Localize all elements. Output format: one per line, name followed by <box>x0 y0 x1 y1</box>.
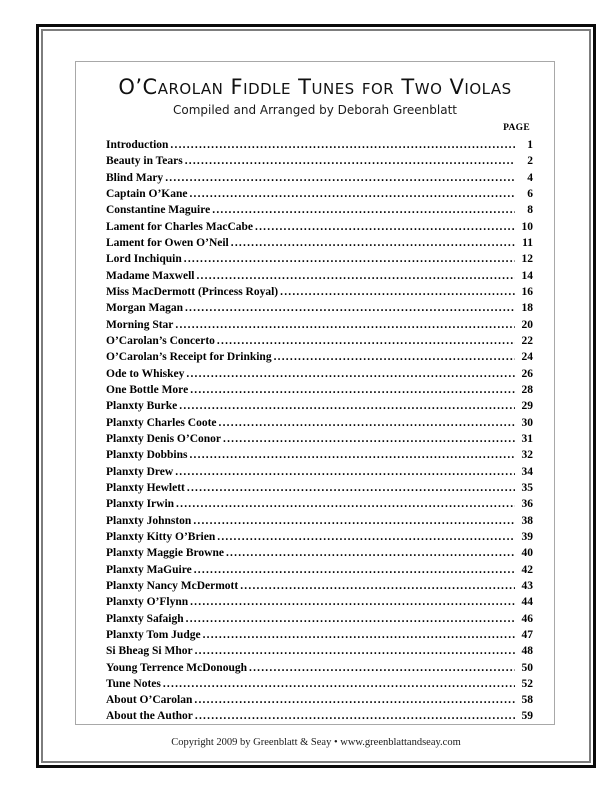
dotted-leader <box>165 170 515 186</box>
toc-entry-page-number: 1 <box>527 139 533 151</box>
toc-entry-title: Lord Inchiquin <box>106 253 182 266</box>
toc-entry-page-number: 46 <box>521 612 533 625</box>
toc-entry-page-number: 26 <box>521 367 533 380</box>
toc-entry-page-number: 58 <box>521 694 533 707</box>
toc-entry <box>106 317 533 333</box>
toc-entry-title: Planxty Johnston <box>106 514 192 527</box>
toc-entry <box>106 333 533 349</box>
dotted-leader <box>193 513 515 529</box>
toc-entry-title: Planxty Maggie Browne <box>106 547 224 560</box>
dotted-leader <box>231 235 515 251</box>
toc-entry <box>106 660 533 676</box>
toc-entry-title: Planxty Charles Coote <box>106 416 217 429</box>
toc-entry-page-number: 29 <box>521 400 533 413</box>
toc-entry-title: Planxty Drew <box>106 465 174 478</box>
toc-entry-title: Planxty MaGuire <box>106 563 192 576</box>
toc-entry-page-number: 2 <box>527 155 533 168</box>
toc-entry-page-number: 32 <box>521 449 533 462</box>
toc-entry <box>106 300 533 316</box>
toc-entry-title: Ode to Whiskey <box>106 367 185 380</box>
toc-entry-page-number: 20 <box>521 318 533 331</box>
dotted-leader <box>195 643 515 659</box>
toc-entry-page-number: 16 <box>521 285 533 298</box>
toc-entry-page-number: 8 <box>527 204 533 217</box>
toc-entry-page-number: 59 <box>521 710 533 723</box>
toc-entry <box>106 284 533 300</box>
toc-entry-page-number: 22 <box>521 334 533 347</box>
toc-entry <box>106 268 533 284</box>
toc-entry <box>106 431 533 447</box>
dotted-leader <box>179 398 515 414</box>
toc-entry <box>106 219 533 235</box>
toc-entry-title: Tune Notes <box>106 677 161 690</box>
toc-entry-page-number: 6 <box>527 187 533 200</box>
toc-entry <box>106 676 533 692</box>
toc-entry-title: Planxty Hewlett <box>106 481 185 494</box>
toc-entry <box>106 578 533 594</box>
toc-entry <box>106 594 533 610</box>
dotted-leader <box>274 349 515 365</box>
toc-entry-title: Si Bheag Si Mhor <box>106 645 193 658</box>
copyright-footer: Copyright 2009 by Greenblatt & Seay • www.greenblattandseay.com <box>171 737 461 748</box>
toc-entry-page-number: 18 <box>521 302 533 315</box>
toc-entry-page-number: 38 <box>521 514 533 527</box>
page-subtitle: Compiled and Arranged by Deborah Greenblatt <box>172 103 458 117</box>
toc-entry-title: O’Carolan’s Concerto <box>106 334 215 347</box>
toc-entry <box>106 496 533 512</box>
dotted-leader <box>175 317 515 333</box>
toc-entry-page-number: 40 <box>521 547 533 560</box>
dotted-leader <box>186 611 515 627</box>
toc-entry <box>106 545 533 561</box>
toc-entry-page-number: 10 <box>521 220 533 233</box>
dotted-leader <box>184 251 515 267</box>
toc-entry-title: Planxty Safaigh <box>106 612 184 625</box>
dotted-leader <box>189 186 515 202</box>
toc-entry <box>106 137 533 153</box>
toc-entry <box>106 562 533 578</box>
dotted-leader <box>185 300 515 316</box>
toc-entry-page-number: 36 <box>521 498 533 511</box>
toc-entry-title: Young Terrence McDonough <box>106 661 247 674</box>
dotted-leader <box>187 480 515 496</box>
dotted-leader <box>185 153 515 169</box>
toc-entry-title: Lament for Charles MacCabe <box>106 220 254 233</box>
toc-entry-title: About O’Carolan <box>106 694 193 707</box>
toc-entry <box>106 251 533 267</box>
toc-entry <box>106 349 533 365</box>
dotted-leader <box>189 447 515 463</box>
toc-entry <box>106 708 533 724</box>
toc-entry-title: About the Author <box>106 710 193 723</box>
dotted-leader <box>219 415 515 431</box>
toc-entry <box>106 398 533 414</box>
toc-entry-title: Morgan Magan <box>106 302 183 315</box>
toc-entry-title: Beauty in Tears <box>106 155 183 168</box>
dotted-leader <box>249 660 515 676</box>
dotted-leader <box>240 578 515 594</box>
toc-entry-title: Planxty O’Flynn <box>106 596 189 609</box>
dotted-leader <box>190 382 515 398</box>
toc-entry-page-number: 34 <box>521 465 533 478</box>
toc-entry <box>106 643 533 659</box>
toc-list <box>106 137 533 725</box>
dotted-leader <box>280 284 515 300</box>
toc-entry-title: Planxty Dobbins <box>106 449 188 462</box>
toc-entry <box>106 366 533 382</box>
toc-entry-page-number: 31 <box>521 432 533 445</box>
toc-entry-page-number: 12 <box>521 253 533 266</box>
toc-entry <box>106 186 533 202</box>
toc-entry-page-number: 43 <box>521 579 533 592</box>
toc-entry-page-number: 39 <box>521 530 533 543</box>
toc-entry-page-number: 42 <box>521 563 533 576</box>
toc-entry <box>106 529 533 545</box>
toc-entry-title: Planxty Irwin <box>106 498 175 511</box>
dotted-leader <box>212 202 515 218</box>
toc-entry <box>106 170 533 186</box>
dotted-leader <box>255 219 515 235</box>
decorative-frame <box>36 24 596 768</box>
toc-entry-title: Planxty Kitty O’Brien <box>106 530 216 543</box>
toc-entry <box>106 627 533 643</box>
toc-entry <box>106 447 533 463</box>
dotted-leader <box>163 676 515 692</box>
toc-entry-title: Captain O’Kane <box>106 187 188 200</box>
page-column-header: PAGE <box>503 123 530 133</box>
dotted-leader <box>223 431 515 447</box>
dotted-leader <box>176 496 515 512</box>
toc-entry <box>106 382 533 398</box>
toc-entry-title: One Bottle More <box>106 383 189 396</box>
toc-entry-title: Planxty Tom Judge <box>106 628 201 641</box>
dotted-leader <box>175 464 515 480</box>
toc-entry-page-number: 11 <box>522 236 533 249</box>
toc-entry <box>106 202 533 218</box>
toc-entry <box>106 513 533 529</box>
toc-entry-page-number: 14 <box>521 269 533 282</box>
dotted-leader <box>226 545 515 561</box>
toc-entry-title: O’Carolan’s Receipt for Drinking <box>106 351 272 364</box>
toc-entry-title: Planxty Nancy McDermott <box>106 579 239 592</box>
toc-entry-page-number: 48 <box>521 645 533 658</box>
toc-entry-page-number: 4 <box>527 171 533 184</box>
toc-entry <box>106 153 533 169</box>
toc-entry-page-number: 35 <box>521 481 533 494</box>
dotted-leader <box>217 333 515 349</box>
toc-entry-title: Blind Mary <box>106 171 164 184</box>
dotted-leader <box>190 594 515 610</box>
dotted-leader <box>170 137 515 153</box>
toc-entry <box>106 464 533 480</box>
toc-entry-title: Constantine Maguire <box>106 204 211 217</box>
toc-entry-page-number: 24 <box>521 351 533 364</box>
toc-entry-title: Introduction <box>106 139 169 151</box>
toc-entry-page-number: 44 <box>521 596 533 609</box>
dotted-leader <box>186 366 515 382</box>
toc-entry-title: Miss MacDermott (Princess Royal) <box>106 285 279 298</box>
toc-entry-title: Morning Star <box>106 318 174 331</box>
toc-entry-page-number: 30 <box>521 416 533 429</box>
toc-entry <box>106 480 533 496</box>
page-title: O’Carolan Fiddle Tunes for Two Violas <box>118 75 512 99</box>
toc-entry-title: Planxty Denis O’Conor <box>106 432 221 445</box>
toc-entry <box>106 692 533 708</box>
toc-entry-page-number: 52 <box>521 677 533 690</box>
toc-entry-title: Madame Maxwell <box>106 269 195 282</box>
dotted-leader <box>194 562 515 578</box>
dotted-leader <box>196 268 515 284</box>
toc-entry <box>106 415 533 431</box>
toc-entry <box>106 611 533 627</box>
toc-entry-title: Planxty Burke <box>106 400 178 413</box>
dotted-leader <box>203 627 515 643</box>
dotted-leader <box>217 529 515 545</box>
toc-entry-page-number: 50 <box>521 661 533 674</box>
table-of-contents-box <box>75 61 555 725</box>
toc-entry-page-number: 47 <box>521 628 533 641</box>
toc-entry <box>106 235 533 251</box>
dotted-leader <box>194 692 515 708</box>
toc-entry-page-number: 28 <box>521 383 533 396</box>
dotted-leader <box>195 708 515 724</box>
toc-entry-title: Lament for Owen O’Neil <box>106 236 229 249</box>
